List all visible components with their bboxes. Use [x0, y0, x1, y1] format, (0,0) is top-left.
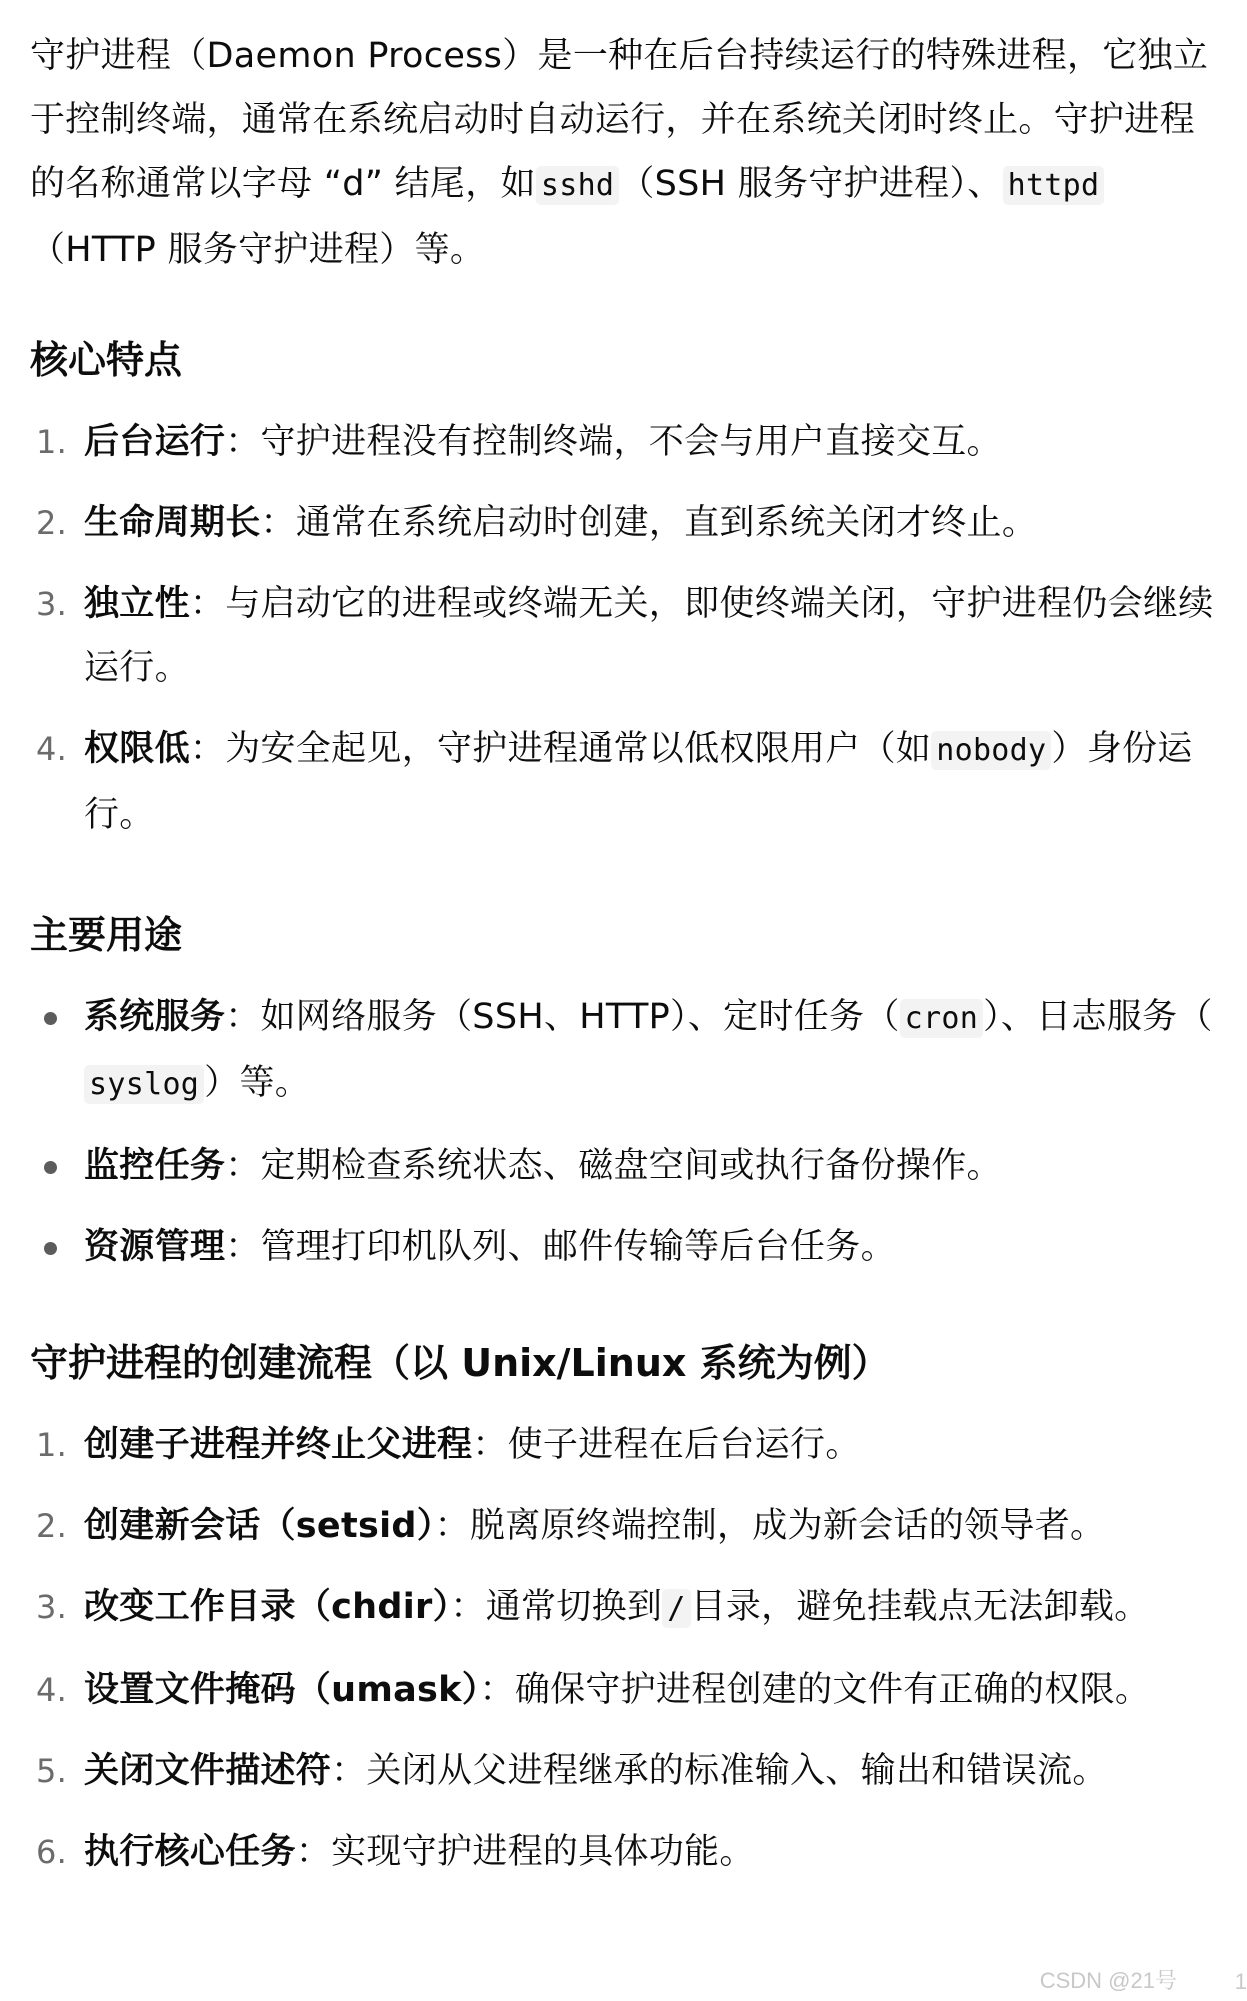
bullet-icon [44, 1012, 57, 1025]
list-number: 3. [36, 1588, 68, 1626]
item-desc: ：关闭从父进程继承的标准输入、输出和错误流。 [331, 1751, 1108, 1791]
list-item [30, 1820, 1220, 1884]
item-desc: ）、日志服务（ [983, 997, 1213, 1037]
code-syslog: syslog [84, 1065, 204, 1104]
item-desc: ：通常切换到 [450, 1587, 663, 1627]
list-item [30, 1575, 1220, 1641]
item-desc: 目录，避免挂载点无法卸载。 [690, 1587, 1150, 1627]
item-desc: ：如网络服务（SSH、HTTP）、定时任务（ [225, 997, 900, 1037]
list-item [30, 1658, 1220, 1722]
item-term: 改变工作目录（chdir） [84, 1587, 451, 1627]
item-desc: ：通常在系统启动时创建，直到系统关闭才终止。 [260, 503, 1038, 543]
list-item [30, 572, 1220, 700]
item-term: 独立性 [84, 584, 190, 624]
code-nobody: nobody [931, 731, 1051, 770]
item-term: 设置文件掩码（umask） [84, 1670, 480, 1710]
list-number: 1. [36, 1426, 68, 1464]
item-term: 关闭文件描述符 [84, 1751, 332, 1791]
item-desc: ：定期检查系统状态、磁盘空间或执行备份操作。 [225, 1146, 1002, 1186]
intro-text-2: （SSH 服务守护进程）、 [619, 164, 1003, 204]
item-desc: ：脱离原终端控制，成为新会话的领导者。 [434, 1506, 1106, 1546]
intro-paragraph [30, 24, 1220, 282]
item-desc: ：与启动它的进程或终端无关，即使终端关闭，守护进程仍会继续运行。 [84, 584, 1214, 688]
item-term: 后台运行 [84, 422, 226, 462]
intro-text-1: 守护进程（Daemon Process）是一种在后台持续运行的特殊进程，它独立于控制终端，通常在系统启动时自动运行，并在系统关闭时终止。守护进程的名称通常以字母 “d” 结尾，如 [30, 36, 1209, 204]
list-number: 4. [36, 1671, 68, 1709]
item-desc: ：为安全起见，守护进程通常以低权限用户（如 [189, 729, 932, 769]
list-item [30, 1739, 1220, 1803]
list-item [30, 1215, 1220, 1279]
list-number: 3. [36, 585, 68, 623]
list-item [30, 717, 1220, 847]
item-term: 监控任务 [84, 1146, 226, 1186]
list-number: 5. [36, 1752, 68, 1790]
item-desc: ）等。 [204, 1063, 311, 1103]
intro-text-3: （HTTP 服务守护进程）等。 [30, 230, 486, 270]
item-term: 创建子进程并终止父进程 [84, 1425, 473, 1465]
code-httpd: httpd [1003, 166, 1105, 205]
list-item [30, 1494, 1220, 1558]
core-features-list [30, 410, 1220, 847]
item-desc: ）身份运行。 [84, 729, 1193, 835]
item-desc: ：实现守护进程的具体功能。 [295, 1832, 755, 1872]
csdn-watermark: CSDN @21号 [1039, 1968, 1177, 1993]
item-desc: ：使子进程在后台运行。 [472, 1425, 861, 1465]
article-content [30, 24, 1220, 1901]
item-desc: ：确保守护进程创建的文件有正确的权限。 [479, 1670, 1151, 1710]
heading-creation-flow: 守护进程的创建流程（以 Unix/Linux 系统为例） [30, 1341, 890, 1385]
page-number: 1 [1234, 1969, 1247, 1994]
code-sshd: sshd [536, 166, 619, 205]
usage-list [30, 985, 1220, 1279]
item-desc: ：守护进程没有控制终端，不会与用户直接交互。 [225, 422, 1002, 462]
creation-steps-list [30, 1413, 1220, 1884]
item-term: 执行核心任务 [84, 1832, 296, 1872]
list-item [30, 1134, 1220, 1198]
list-number: 6. [36, 1833, 68, 1871]
list-item [30, 985, 1220, 1117]
item-term: 生命周期长 [84, 503, 261, 543]
heading-core-features: 核心特点 [30, 338, 183, 382]
list-number: 1. [36, 423, 68, 461]
item-term: 资源管理 [84, 1227, 226, 1267]
item-desc: ：管理打印机队列、邮件传输等后台任务。 [225, 1227, 896, 1267]
list-item [30, 1413, 1220, 1477]
item-term: 创建新会话（setsid） [84, 1506, 435, 1546]
code-cron: cron [900, 999, 983, 1038]
list-number: 2. [36, 504, 68, 542]
list-item [30, 410, 1220, 474]
heading-main-usage: 主要用途 [30, 913, 183, 957]
list-number: 4. [36, 730, 68, 768]
bullet-icon [44, 1242, 57, 1255]
bullet-icon [44, 1161, 57, 1174]
item-term: 系统服务 [84, 997, 226, 1037]
list-item [30, 491, 1220, 555]
list-number: 2. [36, 1507, 68, 1545]
item-term: 权限低 [84, 729, 190, 769]
code-root-dir: / [662, 1589, 690, 1628]
